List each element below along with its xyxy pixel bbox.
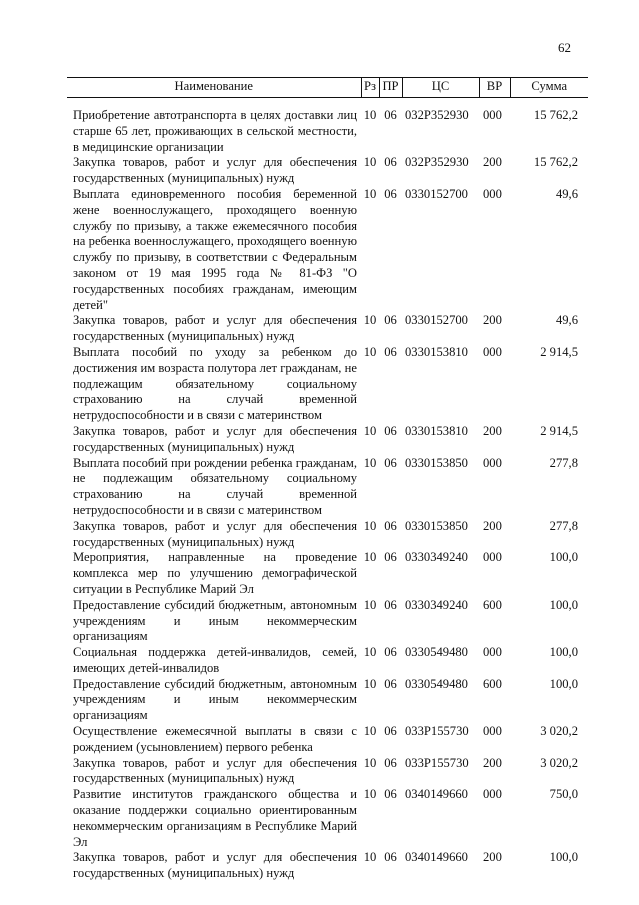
table-row — [67, 787, 588, 850]
table-row — [67, 98, 588, 156]
cell-vr: 000 — [483, 645, 502, 660]
cell-name: Выплата пособий при рождении ребенка гражданам, не подлежащим обязательному социальному страхованию на случай временной нетрудоспособности и в связи с материнством — [73, 455, 357, 517]
table-row — [67, 424, 588, 456]
cell-cs: 032Р352930 — [405, 155, 469, 170]
header-rz: Рз — [361, 78, 379, 98]
cell-name: Закупка товаров, работ и услуг для обеспечения государственных (муниципальных) нужд — [73, 423, 357, 454]
table-row — [67, 598, 588, 645]
cell-vr: 200 — [483, 755, 502, 770]
cell-pr: 06 — [384, 313, 397, 328]
cell-vr: 000 — [483, 724, 502, 739]
cell-cs: 0330153810 — [405, 423, 468, 438]
cell-sum: 277,8 — [549, 455, 578, 470]
cell-pr: 06 — [384, 344, 397, 359]
budget-table — [67, 77, 588, 882]
table-row — [67, 155, 588, 187]
header-name: Наименование — [67, 78, 361, 98]
table-row — [67, 313, 588, 345]
cell-cs: 033Р155730 — [405, 755, 469, 770]
table-row — [67, 456, 588, 519]
cell-sum: 100,0 — [549, 597, 578, 612]
cell-name: Закупка товаров, работ и услуг для обеспечения государственных (муниципальных) нужд — [73, 850, 357, 881]
cell-name: Осуществление ежемесячной выплаты в связи с рождением (усыновлением) первого ребенка — [73, 724, 357, 754]
cell-pr: 06 — [384, 787, 397, 802]
cell-sum: 3 020,2 — [540, 724, 578, 739]
cell-pr: 06 — [384, 724, 397, 739]
cell-sum: 49,6 — [555, 186, 578, 201]
table-row — [67, 550, 588, 597]
cell-rz: 10 — [363, 724, 377, 739]
cell-vr: 600 — [483, 676, 502, 691]
cell-pr: 06 — [384, 550, 397, 565]
cell-sum: 3 020,2 — [540, 755, 578, 770]
cell-vr: 200 — [483, 423, 502, 438]
cell-cs: 033Р155730 — [405, 724, 469, 739]
table-row — [67, 645, 588, 677]
cell-vr: 000 — [483, 550, 502, 565]
cell-sum: 750,0 — [549, 787, 578, 802]
cell-sum: 15 762,2 — [533, 108, 578, 122]
cell-pr: 06 — [384, 676, 397, 691]
cell-vr: 600 — [483, 597, 502, 612]
cell-cs: 0330349240 — [405, 550, 468, 565]
cell-pr: 06 — [384, 108, 397, 122]
cell-cs: 032Р352930 — [405, 108, 469, 122]
cell-pr: 06 — [384, 455, 397, 470]
cell-cs: 0330152700 — [405, 313, 468, 328]
cell-rz: 10 — [363, 344, 377, 359]
table-row — [67, 850, 588, 882]
cell-sum: 2 914,5 — [540, 344, 578, 359]
cell-name: Социальная поддержка детей-инвалидов, семей, имеющих детей-инвалидов — [73, 645, 357, 675]
cell-rz: 10 — [363, 455, 377, 470]
cell-cs: 0330549480 — [405, 676, 468, 691]
cell-pr: 06 — [384, 423, 397, 438]
table-row — [67, 756, 588, 788]
cell-cs: 0330349240 — [405, 597, 468, 612]
cell-name: Закупка товаров, работ и услуг для обеспечения государственных (муниципальных) нужд — [73, 755, 357, 786]
table-header — [67, 78, 588, 98]
cell-sum: 277,8 — [549, 518, 578, 533]
header-vr: ВР — [479, 78, 510, 98]
table-body — [67, 98, 588, 883]
header-sum: Сумма — [510, 78, 588, 98]
cell-pr: 06 — [384, 755, 397, 770]
cell-name: Закупка товаров, работ и услуг для обеспечения государственных (муниципальных) нужд — [73, 313, 357, 344]
header-cs: ЦС — [402, 78, 479, 98]
cell-rz: 10 — [363, 597, 377, 612]
cell-pr: 06 — [384, 155, 397, 170]
cell-pr: 06 — [384, 645, 397, 660]
cell-rz: 10 — [363, 518, 377, 533]
cell-cs: 0330152700 — [405, 186, 468, 201]
cell-vr: 200 — [483, 850, 502, 865]
cell-rz: 10 — [363, 850, 377, 865]
cell-vr: 200 — [483, 313, 502, 328]
cell-name: Закупка товаров, работ и услуг для обеспечения государственных (муниципальных) нужд — [73, 155, 357, 186]
cell-sum: 100,0 — [549, 645, 578, 660]
cell-name: Выплата единовременного пособия беременной жене военнослужащего, проходящего военную службу по призыву, а также ежемесячного пособия на ребенка военнослужащего, проходящего военную службу по призыву, в соответствии с Федеральным законом от 19 мая 1995 года № 81-ФЗ "О государственных пособиях гражданам, имеющим детей" — [73, 186, 357, 312]
table-row — [67, 345, 588, 424]
cell-vr: 000 — [483, 186, 502, 201]
cell-sum: 100,0 — [549, 550, 578, 565]
cell-rz: 10 — [363, 645, 377, 660]
cell-rz: 10 — [363, 313, 377, 328]
table-row — [67, 519, 588, 551]
header-pr: ПР — [379, 78, 402, 98]
cell-rz: 10 — [363, 676, 377, 691]
cell-pr: 06 — [384, 597, 397, 612]
cell-sum: 49,6 — [555, 313, 578, 328]
cell-name: Мероприятия, направленные на проведение комплекса мер по улучшению демографической ситуации в Республике Марий Эл — [73, 550, 357, 596]
cell-name: Предоставление субсидий бюджетным, автономным учреждениям и иным некоммерческим организациям — [73, 676, 357, 723]
cell-pr: 06 — [384, 186, 397, 201]
cell-rz: 10 — [363, 755, 377, 770]
cell-vr: 000 — [483, 787, 502, 802]
cell-rz: 10 — [363, 787, 377, 802]
cell-cs: 0330153850 — [405, 455, 468, 470]
table-row — [67, 187, 588, 313]
cell-vr: 200 — [483, 518, 502, 533]
cell-cs: 0330153810 — [405, 344, 468, 359]
cell-vr: 200 — [483, 155, 502, 170]
cell-vr: 000 — [483, 108, 502, 122]
cell-cs: 0330549480 — [405, 645, 468, 660]
cell-name: Предоставление субсидий бюджетным, автономным учреждениям и иным некоммерческим организациям — [73, 597, 357, 644]
cell-rz: 10 — [363, 108, 377, 122]
cell-cs: 0330153850 — [405, 518, 468, 533]
cell-sum: 15 762,2 — [533, 155, 578, 170]
cell-name: Выплата пособий по уходу за ребенком до достижения им возраста полутора лет гражданам, не подлежащим обязательному социальному страхованию на случай временной нетрудоспособности и в связи с материнством — [73, 344, 357, 423]
cell-sum: 100,0 — [549, 676, 578, 691]
cell-sum: 100,0 — [549, 850, 578, 865]
cell-rz: 10 — [363, 155, 377, 170]
table-row — [67, 677, 588, 724]
cell-pr: 06 — [384, 518, 397, 533]
cell-vr: 000 — [483, 344, 502, 359]
cell-sum: 2 914,5 — [540, 423, 578, 438]
cell-rz: 10 — [363, 423, 377, 438]
cell-name: Приобретение автотранспорта в целях доставки лиц старше 65 лет, проживающих в сельской местности, в медицинские организации — [73, 108, 357, 154]
table-row — [67, 724, 588, 756]
cell-vr: 000 — [483, 455, 502, 470]
cell-cs: 0340149660 — [405, 850, 468, 865]
cell-name: Развитие институтов гражданского общества и оказание поддержки социально ориентированным некоммерческим организациям в Республике Марий Эл — [73, 787, 357, 849]
cell-name: Закупка товаров, работ и услуг для обеспечения государственных (муниципальных) нужд — [73, 518, 357, 549]
cell-rz: 10 — [363, 186, 377, 201]
cell-pr: 06 — [384, 850, 397, 865]
page-number: 62 — [558, 40, 571, 55]
cell-rz: 10 — [363, 550, 377, 565]
cell-cs: 0340149660 — [405, 787, 468, 802]
